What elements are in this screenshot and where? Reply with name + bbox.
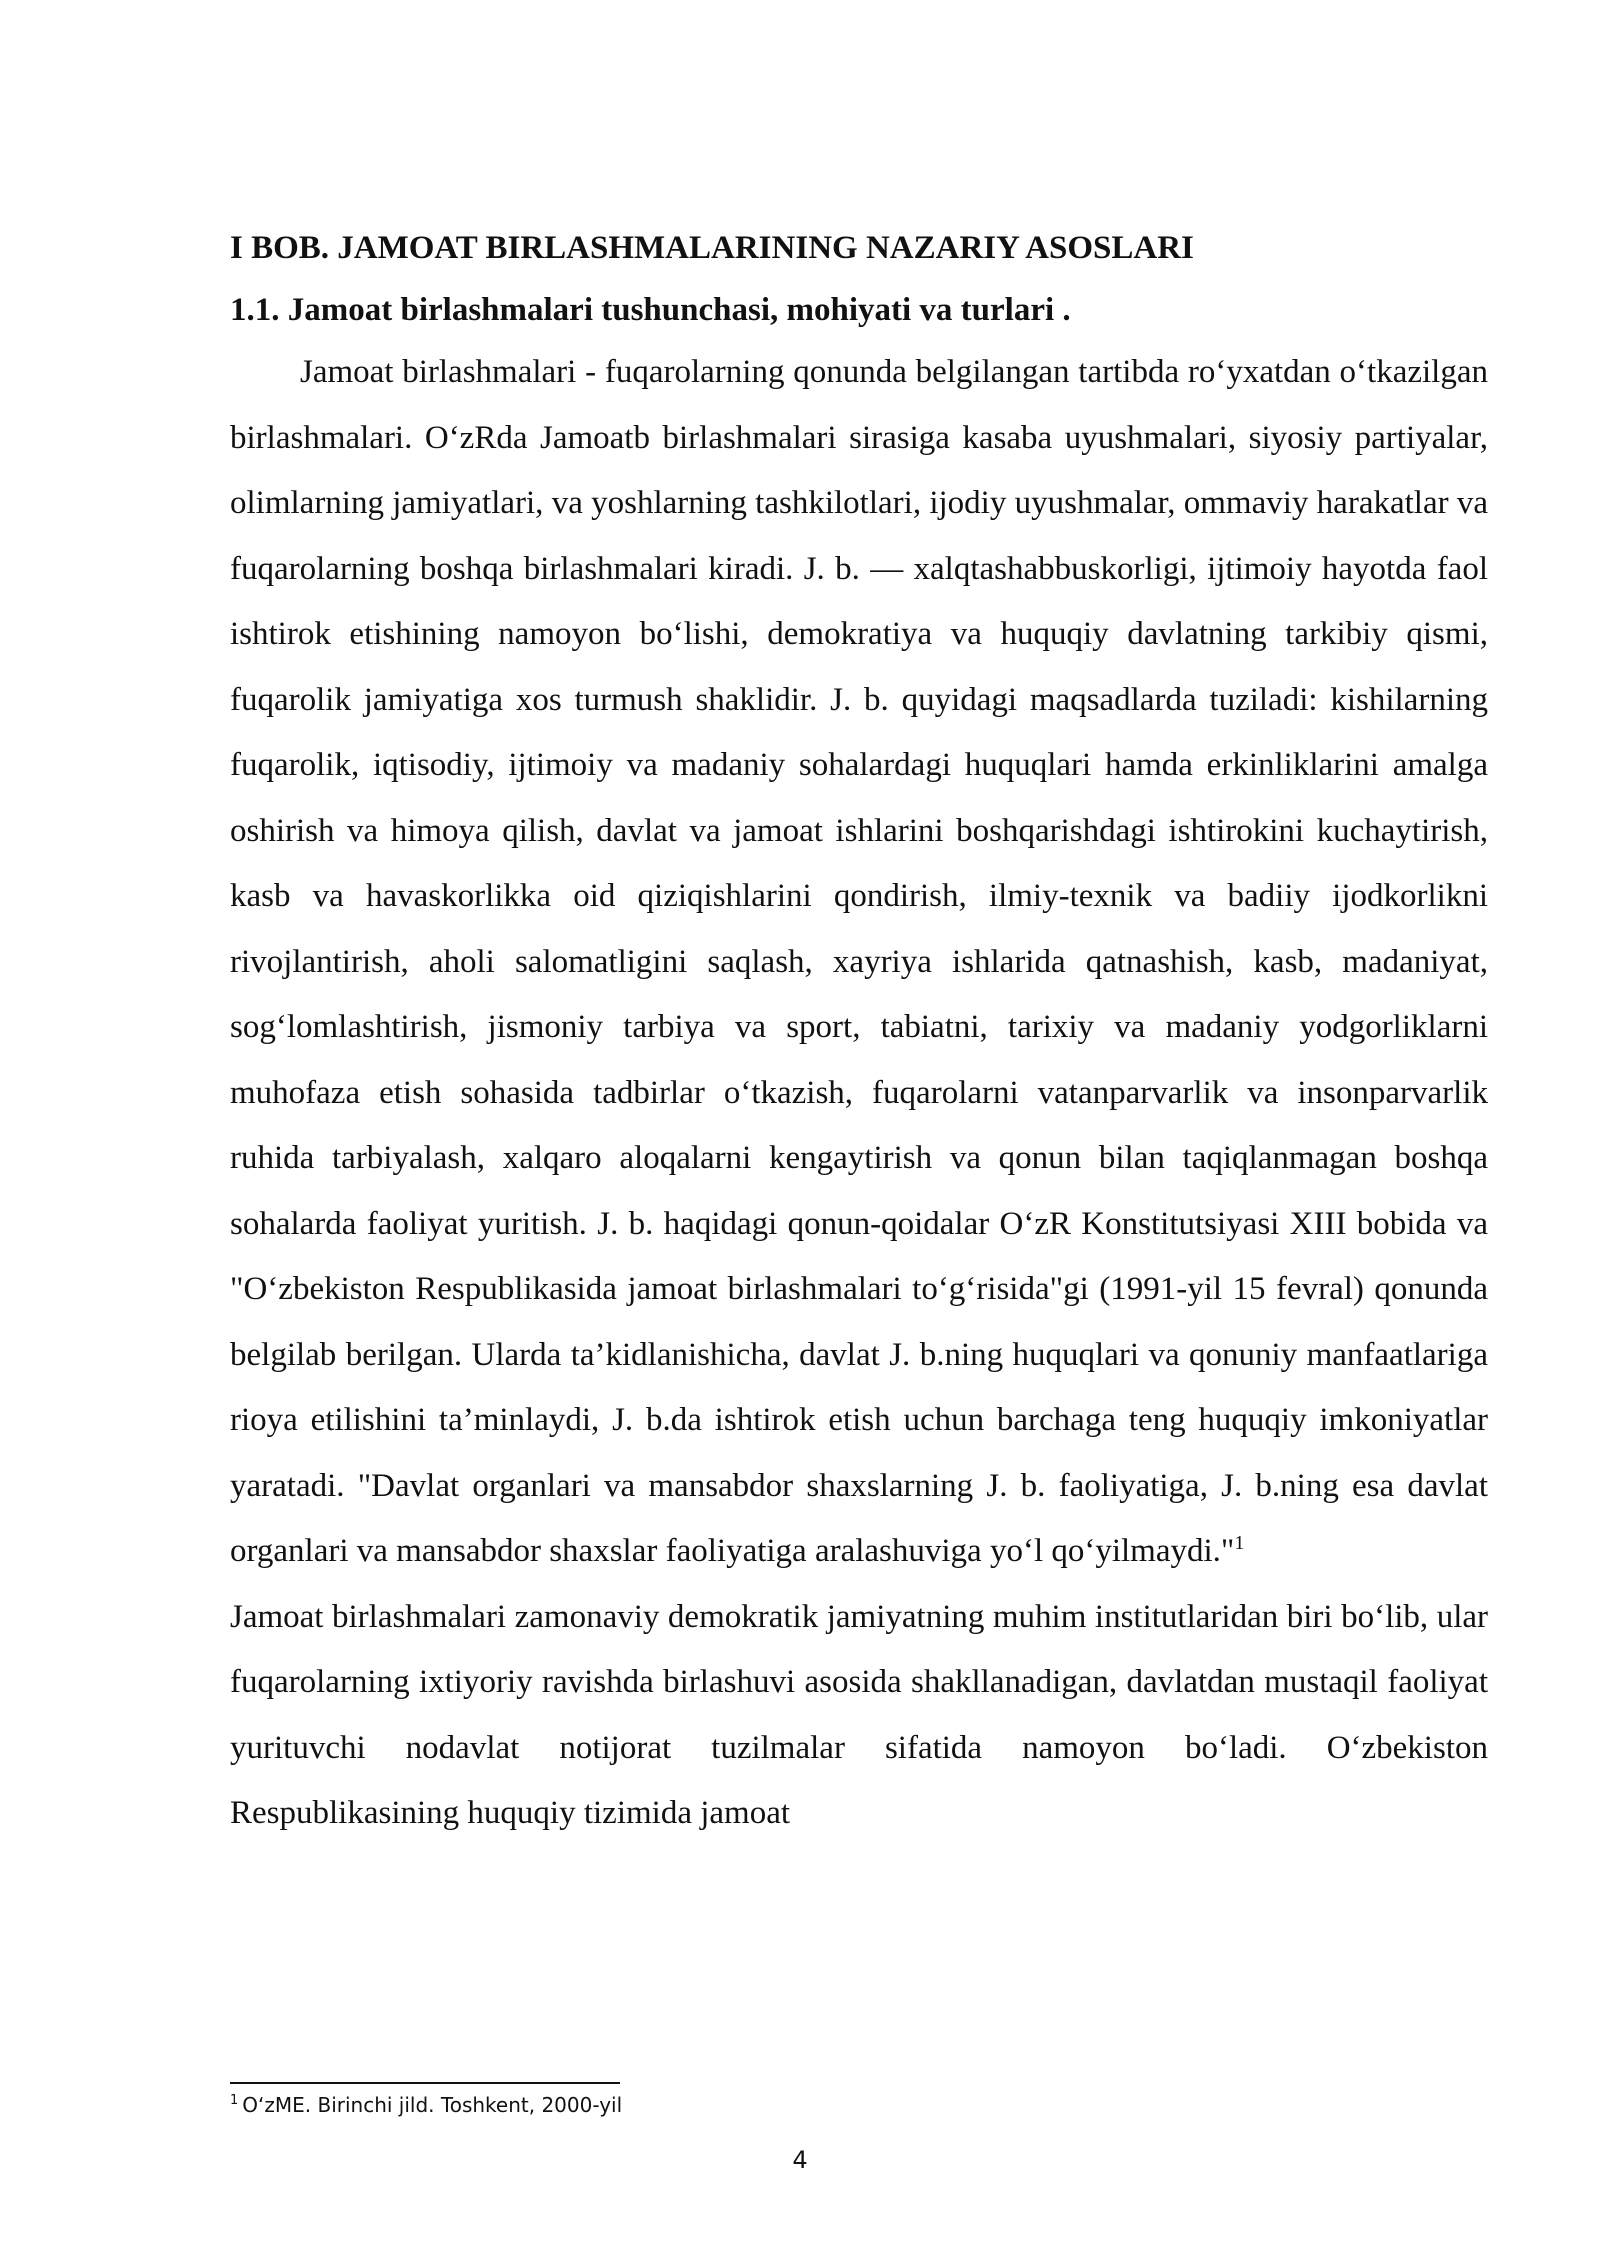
footnote (230, 2092, 622, 2118)
footnote-text: O‘zME. Birinchi jild. Toshkent, 2000-yil (242, 2093, 623, 2117)
page-body (230, 228, 1488, 1847)
footnote-mark: 1 (230, 2093, 239, 2109)
paragraph-2: Jamoat birlashmalari zamonaviy demokratik jamiyatning muhim institutlaridan biri bo‘lib, ular fuqarolarning ixtiyoriy ravishda birlashuvi asosida shakllanadigan, davlatdan mustaqil faoliyat yurituvchi nodavlat notijorat tuzilmalar sifatida namoyon bo‘ladi. O‘zbekiston Respublikasining huquqiy tizimida jamoat (230, 1598, 1488, 1831)
section-title: 1.1. Jamoat birlashmalari tushunchasi, mohiyati va turlari . (230, 292, 1071, 328)
paragraph-1-text: Jamoat birlashmalari - fuqarolarning qonunda belgilangan tartibda ro‘yxatdan o‘tkazilgan birlashmalari. O‘zRda Jamoatb birlashmalari sirasiga kasaba uyushmalari, siyosiy partiyalar, olimlarning jamiyatlari, va yoshlarning tashkilotlari, ijodiy uyushmalar, ommaviy harakatlar va fuqarolarning boshqa birlashmalari kiradi. J. b. — xalqtashabbuskorligi, ijtimoiy hayotda faol ishtirok etishining namoyon bo‘lishi, demokratiya va huquqiy davlatning tarkibiy qismi, fuqarolik jamiyatiga xos turmush shaklidir. J. b. quyidagi maqsadlarda tuziladi: kishilarning fuqarolik, iqtisodiy, ijtimoiy va madaniy sohalardagi huquqlari hamda erkinliklarini amalga oshirish va himoya qilish, davlat va jamoat ishlarini boshqarishdagi ishtirokini kuchaytirish, kasb va havaskorlikka oid qiziqishlarini qondirish, ilmiy-texnik va badiiy ijodkorlikni rivojlantirish, aholi salomatligini saqlash, xayriya ishlarida qatnashish, kasb, madaniyat, sog‘lomlashtirish, jismoniy tarbiya va sport, tabiatni, tarixiy va madaniy yodgorliklarni muhofaza etish sohasida tadbirlar o‘tkazish, fuqarolarni vatanparvarlik va insonparvarlik ruhida tarbiyalash, xalqaro aloqalarni kengaytirish va qonun bilan taqiqlanmagan boshqa sohalarda faoliyat yuritish. J. b. haqidagi qonun-qoidalar O‘zR Konstitutsiyasi XIII bobida va "O‘zbekiston Respublikasida jamoat birlashmalari to‘g‘risida"gi (1991-yil 15 fevral) qonunda belgilab berilgan. Ularda ta’kidlanishicha, davlat J. b.ning huquqlari va qonuniy manfaatlariga rioya etilishini ta’minlaydi, J. b.da ishtirok etish uchun barchaga teng huquqiy imkoniyatlar yaratadi. "Davlat organlari va mansabdor shaxslarning J. b. faoliyatiga, J. b.ning esa davlat organlari va mansabdor shaxslar faoliyatiga aralashuviga yo‘l qo‘yilmaydi." (230, 354, 1488, 1569)
paragraph-1 (230, 340, 1488, 1585)
chapter-title: I BOB. JAMOAT BIRLASHMALARINING NAZARIY ASOSLARI (230, 230, 1194, 266)
page-number: 4 (792, 2146, 808, 2174)
footnote-separator (230, 2082, 620, 2084)
footnote-reference[interactable]: 1 (1234, 1532, 1245, 1554)
